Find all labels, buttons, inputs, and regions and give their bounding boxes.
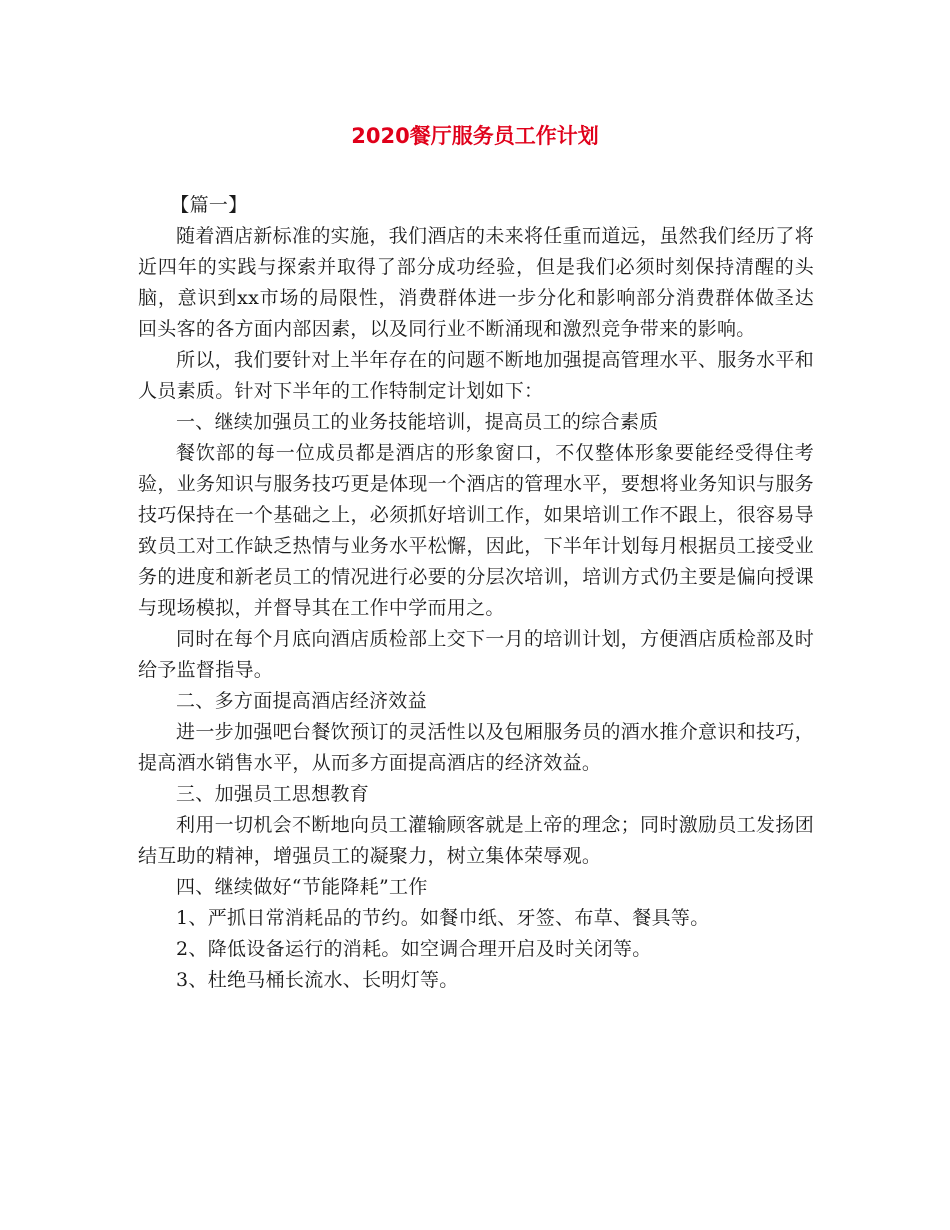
- heading-education: 三、加强员工思想教育: [176, 783, 370, 805]
- paragraph-intro: 随着酒店新标准的实施，我们酒店的未来将任重而道远，虽然我们经历了将近四年的实践与探索并取得了部分成功经验，但是我们必须时刻保持清醒的头脑，意识到xx市场的局限性，消费群体进一步分化和影响部分消费群体做圣达回头客的各方面内部因素，以及同行业不断涌现和激烈竞争带来的影响。: [138, 225, 814, 340]
- document-body: [138, 190, 814, 996]
- heading-benefits: 二、多方面提高酒店经济效益: [176, 690, 427, 712]
- list-item-energy-3: 3、杜绝马桶长流水、长明灯等。: [176, 969, 459, 991]
- paragraph-training-report: 同时在每个月底向酒店质检部上交下一月的培训计划，方便酒店质检部及时给予监督指导。: [138, 628, 814, 681]
- heading-energy: 四、继续做好“节能降耗”工作: [176, 876, 428, 898]
- paragraph-training: 餐饮部的每一位成员都是酒店的形象窗口，不仅整体形象要能经受得住考验，业务知识与服务技巧更是体现一个酒店的管理水平，要想将业务知识与服务技巧保持在一个基础之上，必须抓好培训工作，如果培训工作不跟上，很容易导致员工对工作缺乏热情与业务水平松懈，因此，下半年计划每月根据员工接受业务的进度和新老员工的情况进行必要的分层次培训，培训方式仍主要是偏向授课与现场模拟，并督导其在工作中学而用之。: [138, 442, 814, 619]
- paragraph-plan-lead: 所以，我们要针对上半年存在的问题不断地加强提高管理水平、服务水平和人员素质。针对下半年的工作特制定计划如下：: [138, 349, 814, 402]
- heading-training: 一、继续加强员工的业务技能培训，提高员工的综合素质: [176, 411, 659, 433]
- paragraph-education: 利用一切机会不断地向员工灌输顾客就是上帝的理念；同时激励员工发扬团结互助的精神，增强员工的凝聚力，树立集体荣辱观。: [138, 814, 814, 867]
- list-item-energy-2: 2、降低设备运行的消耗。如空调合理开启及时关闭等。: [176, 938, 652, 960]
- document-title: 2020餐厅服务员工作计划: [351, 124, 599, 148]
- list-item-energy-1: 1、严抓日常消耗品的节约。如餐巾纸、牙签、布草、餐具等。: [176, 907, 710, 929]
- paragraph-benefits: 进一步加强吧台餐饮预订的灵活性以及包厢服务员的酒水推介意识和技巧，提高酒水销售水平，从而多方面提高酒店的经济效益。: [138, 721, 814, 774]
- section-tag: 【篇一】: [170, 194, 248, 216]
